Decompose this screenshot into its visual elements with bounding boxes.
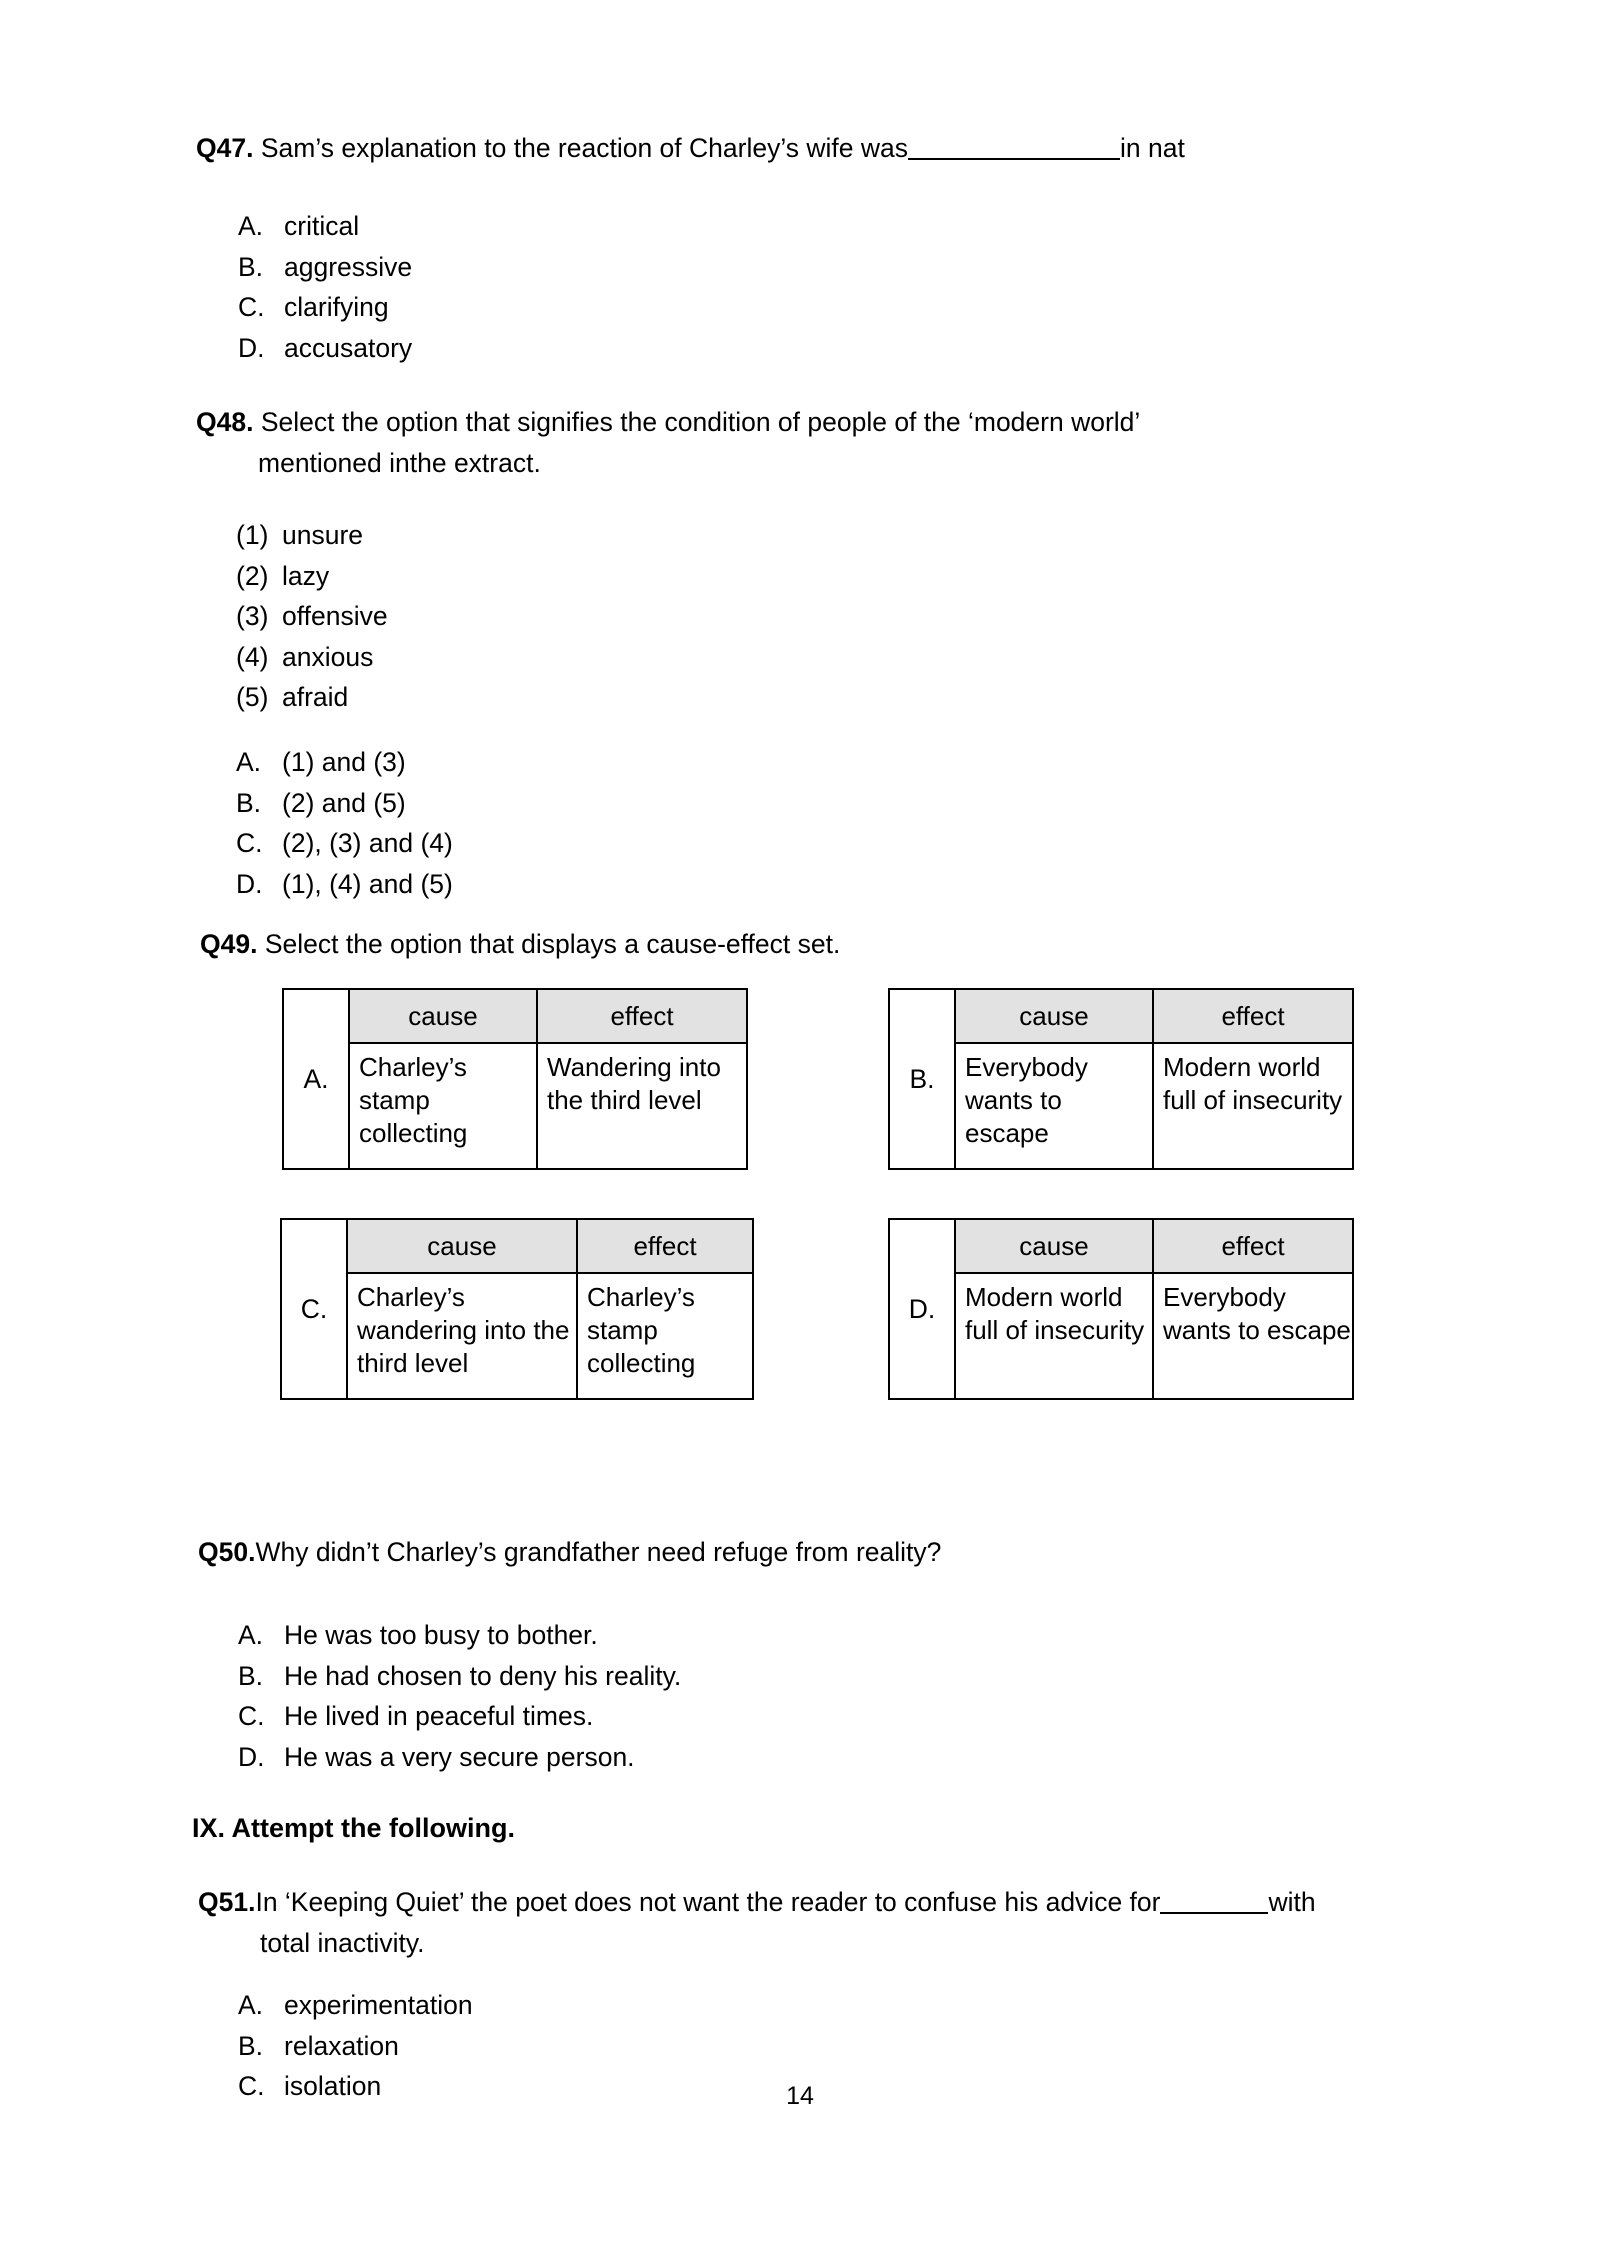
q50-option-a-label: He was too busy to bother.: [284, 1620, 598, 1650]
q47-option-c-marker: C.: [238, 292, 265, 322]
q50-option-c-marker: C.: [238, 1701, 265, 1731]
q51-option-a-marker: A.: [238, 1990, 264, 2020]
q48-option-a[interactable]: [236, 742, 453, 783]
q49-table-b-header-row: [889, 989, 1353, 1043]
q48-option-c-label: (2), (3) and (4): [282, 828, 453, 858]
q49-table-a-effect-cell: Wandering into the third level: [537, 1043, 747, 1169]
q47-option-a-marker: A.: [238, 211, 264, 241]
q48-option-d-marker: D.: [236, 868, 263, 899]
q50-option-b[interactable]: [238, 1656, 681, 1697]
q50-option-d-label: He was a very secure person.: [284, 1741, 635, 1772]
q48-item-3-label: offensive: [282, 601, 388, 631]
q49-table-c-effect-cell: Charley’s stamp collecting: [577, 1273, 753, 1399]
q49-table-b: [888, 988, 1354, 1170]
q49-table-d-letter: D.: [889, 1219, 955, 1399]
q51-option-a-label: experimentation: [284, 1990, 473, 2020]
q49-table-b-letter: B.: [889, 989, 955, 1169]
q50-option-b-marker: B.: [238, 1660, 264, 1691]
q49-table-a-letter: A.: [283, 989, 349, 1169]
q49-table-c-cause-cell: Charley’s wandering into the third level: [347, 1273, 577, 1399]
q47-number: Q47.: [196, 133, 254, 163]
q50-option-c-label: He lived in peaceful times.: [284, 1701, 594, 1731]
q49-table-c-effect-header: effect: [577, 1219, 753, 1273]
q51-number: Q51.: [198, 1887, 256, 1917]
q49-table-b-cause-cell: Everybody wants to escape: [955, 1043, 1153, 1169]
q48-item-list: [236, 515, 388, 718]
q48-item-4: [236, 637, 388, 678]
q48-option-b[interactable]: [236, 783, 453, 824]
q49-number: Q49.: [200, 929, 258, 959]
q48-item-2: [236, 556, 388, 597]
q47-option-d-marker: D.: [238, 332, 265, 363]
q47-option-c[interactable]: [238, 287, 412, 328]
q48-item-2-marker: (2): [236, 560, 269, 591]
q50-text: Why didn’t Charley’s grandfather need refuge from reality?: [255, 1537, 942, 1567]
q49-table-d-header-row: [889, 1219, 1353, 1273]
page-number: 14: [786, 2082, 814, 2110]
q50-option-b-label: He had chosen to deny his reality.: [284, 1660, 682, 1691]
q48-item-4-marker: (4): [236, 641, 269, 672]
q48-item-5: [236, 677, 388, 718]
q47-option-a[interactable]: [238, 206, 412, 247]
q47-option-d[interactable]: [238, 328, 412, 369]
q49-table-b-body-row: [889, 1043, 1353, 1169]
q50-options: [238, 1615, 681, 1777]
q50-option-d[interactable]: [238, 1737, 681, 1778]
q49-table-a-cause-header: cause: [349, 989, 537, 1043]
question-q49: [200, 924, 1460, 965]
q51-option-c-marker: C.: [238, 2071, 265, 2101]
q51-option-b-label: relaxation: [284, 2030, 399, 2061]
q48-item-5-label: afraid: [282, 682, 349, 712]
section-ix-heading: IX. Attempt the following.: [192, 1813, 515, 1843]
q47-options: [238, 206, 412, 368]
q47-option-d-label: accusatory: [284, 332, 413, 363]
q47-option-c-label: clarifying: [284, 292, 389, 322]
q49-table-b-cause-header: cause: [955, 989, 1153, 1043]
q49-table-a-header-row: [283, 989, 747, 1043]
q49-table-c-cause-header: cause: [347, 1219, 577, 1273]
q51-text-after: with: [1268, 1887, 1316, 1917]
q47-text-after: in nat: [1119, 133, 1185, 163]
q49-table-c-header-row: [281, 1219, 753, 1273]
q47-blank: [908, 158, 1120, 160]
q48-options: [236, 742, 453, 904]
q48-item-4-label: anxious: [282, 641, 374, 672]
q51-option-c-label: isolation: [284, 2071, 382, 2101]
q48-line1: Select the option that signifies the condition of people of the ‘modern world’: [260, 407, 1141, 437]
q48-number: Q48.: [196, 407, 254, 437]
q51-text-before: In ‘Keeping Quiet’ the poet does not want the reader to confuse his advice for: [255, 1887, 1161, 1917]
q51-option-b[interactable]: [238, 2026, 473, 2067]
q51-blank: [1160, 1912, 1268, 1914]
q51-option-b-marker: B.: [238, 2030, 264, 2061]
q49-table-d-cause-cell: Modern world full of insecurity: [955, 1273, 1153, 1399]
q48-item-1-marker: (1): [236, 520, 269, 550]
q48-line2: mentioned inthe extract.: [258, 448, 541, 478]
q49-table-d: [888, 1218, 1354, 1400]
q51-line2: total inactivity.: [260, 1928, 425, 1958]
q49-table-d-body-row: [889, 1273, 1353, 1399]
q48-option-d-label: (1), (4) and (5): [282, 868, 453, 899]
q47-option-b-marker: B.: [238, 251, 264, 282]
question-q47: [196, 128, 1476, 169]
q48-item-3: [236, 596, 388, 637]
q48-option-b-label: (2) and (5): [282, 787, 406, 818]
q49-table-a-effect-header: effect: [537, 989, 747, 1043]
question-q50: [198, 1532, 1458, 1573]
q50-number: Q50.: [198, 1537, 256, 1567]
q49-table-a-body-row: [283, 1043, 747, 1169]
q49-table-d-cause-header: cause: [955, 1219, 1153, 1273]
q48-option-c-marker: C.: [236, 828, 263, 858]
q49-table-d-effect-cell: Everybody wants to escape: [1153, 1273, 1353, 1399]
q49-table-c-letter: C.: [281, 1219, 347, 1399]
q50-option-d-marker: D.: [238, 1741, 265, 1772]
q47-option-b[interactable]: [238, 247, 412, 288]
q49-table-b-effect-header: effect: [1153, 989, 1353, 1043]
q49-table-c: [280, 1218, 754, 1400]
q47-text-before: Sam’s explanation to the reaction of Charley’s wife was: [260, 133, 908, 163]
q47-option-a-label: critical: [284, 211, 360, 241]
q47-option-b-label: aggressive: [284, 251, 413, 282]
question-q48: [196, 402, 1456, 484]
q48-item-3-marker: (3): [236, 601, 269, 631]
q48-item-5-marker: (5): [236, 682, 269, 712]
q50-option-c[interactable]: [238, 1696, 681, 1737]
q49-table-a-cause-cell: Charley’s stamp collecting: [349, 1043, 537, 1169]
q48-option-b-marker: B.: [236, 787, 262, 818]
q48-item-1-label: unsure: [282, 520, 364, 550]
q51-option-a[interactable]: [238, 1985, 473, 2026]
q50-option-a-marker: A.: [238, 1620, 264, 1650]
q48-item-1: [236, 515, 388, 556]
q49-table-b-effect-cell: Modern world full of insecurity: [1153, 1043, 1353, 1169]
q49-table-c-body-row: [281, 1273, 753, 1399]
q50-option-a[interactable]: [238, 1615, 681, 1656]
q48-option-c[interactable]: [236, 823, 453, 864]
q49-table-a: [282, 988, 748, 1170]
q48-option-a-label: (1) and (3): [282, 747, 406, 777]
q48-option-a-marker: A.: [236, 747, 262, 777]
q48-option-d[interactable]: [236, 864, 453, 905]
q49-text: Select the option that displays a cause-effect set.: [264, 929, 841, 959]
q49-table-d-effect-header: effect: [1153, 1219, 1353, 1273]
q48-item-2-label: lazy: [282, 560, 330, 591]
question-q51: [198, 1882, 1518, 1964]
